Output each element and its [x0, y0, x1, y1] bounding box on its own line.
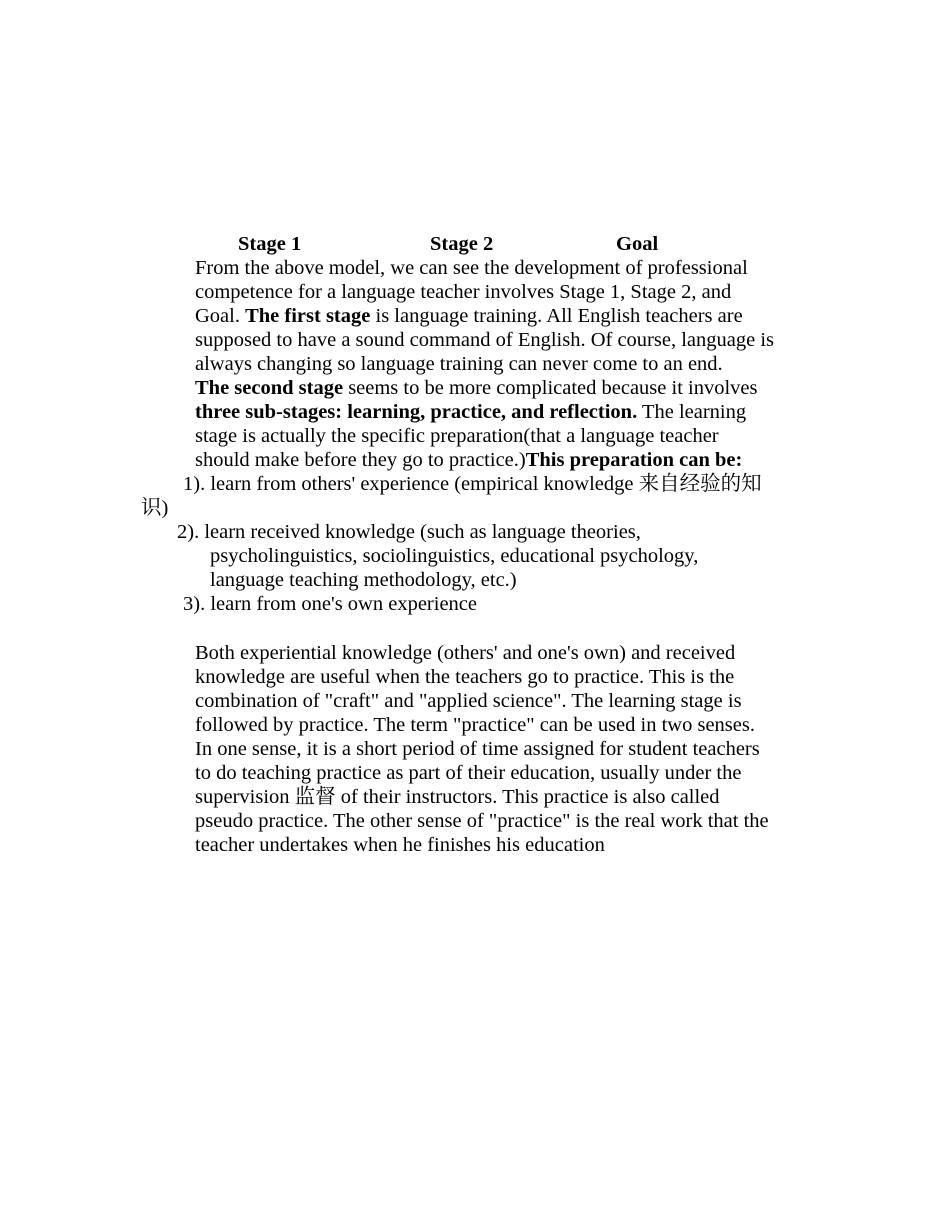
list-item-2-continued: psycholinguistics, sociolinguistics, educational psychology,: [210, 545, 699, 567]
goal-heading: Goal: [616, 233, 659, 255]
list-item-1: 1). learn from others' experience (empirical knowledge 来自经验的知: [183, 473, 762, 495]
list-item-2-continued: language teaching methodology, etc.): [210, 569, 517, 591]
intro-text: is language training. All English teachers are: [370, 305, 743, 327]
intro-line: From the above model, we can see the development of professional: [195, 257, 748, 279]
list-item-3: 3). learn from one's own experience: [183, 593, 477, 615]
closing-line: supervision 监督 of their instructors. This practice is also called: [195, 786, 720, 808]
intro-line: [195, 400, 746, 424]
closing-line: Both experiential knowledge (others' and one's own) and received: [195, 642, 736, 664]
closing-line: knowledge are useful when the teachers go to practice. This is the: [195, 666, 735, 688]
intro-line: competence for a language teacher involves Stage 1, Stage 2, and: [195, 281, 732, 303]
intro-text: should make before they go to practice.): [195, 449, 526, 471]
intro-text: seems to be more complicated because it involves: [343, 377, 758, 399]
second-stage-label: The second stage: [195, 377, 344, 399]
closing-line: teacher undertakes when he finishes his education: [195, 834, 605, 856]
list-item-2: 2). learn received knowledge (such as language theories,: [177, 521, 641, 543]
intro-line: stage is actually the specific preparation(that a language teacher: [195, 425, 719, 447]
closing-line: to do teaching practice as part of their education, usually under the: [195, 762, 742, 784]
intro-line: [195, 376, 758, 400]
stage-2-heading: Stage 2: [430, 233, 494, 255]
sub-stages-label: three sub-stages: learning, practice, and reflection.: [195, 401, 638, 423]
list-item-1-continued: 识): [141, 497, 169, 519]
closing-line: followed by practice. The term "practice" can be used in two senses.: [195, 714, 755, 736]
intro-line: [195, 448, 742, 472]
intro-line: always changing so language training can never come to an end.: [195, 353, 723, 375]
intro-line: [195, 304, 743, 328]
closing-line: combination of "craft" and "applied science". The learning stage is: [195, 690, 742, 712]
closing-line: pseudo practice. The other sense of "practice" is the real work that the: [195, 810, 769, 832]
closing-line: In one sense, it is a short period of time assigned for student teachers: [195, 738, 760, 760]
intro-text: The learning: [637, 401, 747, 423]
preparation-label: This preparation can be:: [525, 449, 743, 471]
intro-line: supposed to have a sound command of English. Of course, language is: [195, 329, 775, 351]
first-stage-label: The first stage: [245, 305, 371, 327]
stage-1-heading: Stage 1: [238, 233, 302, 255]
intro-text: Goal.: [195, 305, 246, 327]
